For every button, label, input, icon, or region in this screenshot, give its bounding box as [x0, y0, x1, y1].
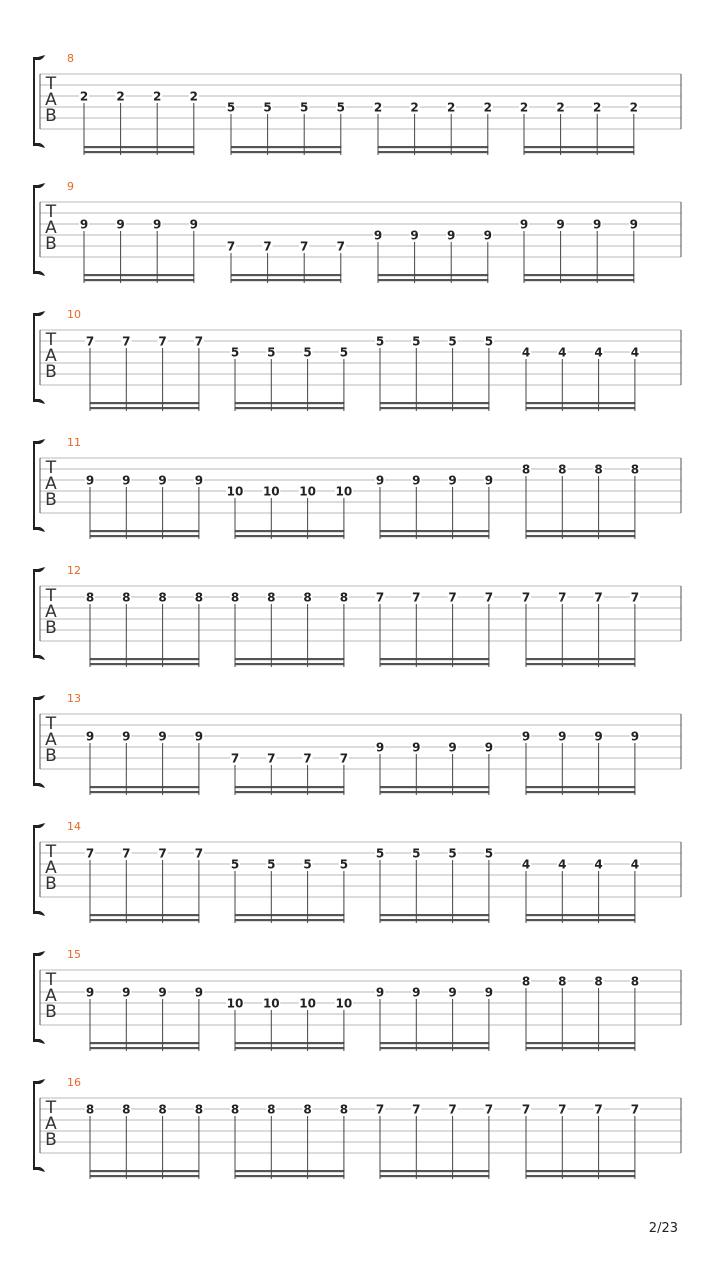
fret-number: 8 — [630, 462, 640, 477]
beam — [380, 1047, 490, 1049]
fret-number: 10 — [262, 996, 280, 1011]
measure-number: 8 — [67, 52, 74, 65]
beam — [235, 1170, 345, 1172]
beam — [380, 530, 490, 532]
beam — [380, 919, 490, 921]
fret-number: 5 — [412, 334, 421, 349]
fret-number: 7 — [158, 846, 167, 861]
beam — [90, 663, 200, 665]
fret-number: 5 — [339, 345, 349, 360]
tab-system — [33, 308, 681, 411]
fret-number: 2 — [79, 89, 89, 104]
fret-number: 8 — [303, 590, 312, 605]
beam — [524, 279, 635, 281]
fret-number: 2 — [410, 100, 419, 115]
beam — [526, 791, 636, 793]
beam — [84, 146, 195, 148]
measure-number: 12 — [67, 564, 81, 577]
beam — [526, 658, 636, 660]
fret-number: 9 — [484, 473, 494, 488]
fret-number: 9 — [521, 729, 531, 744]
fret-number: 7 — [412, 590, 421, 605]
beam — [235, 663, 345, 665]
fret-number: 9 — [629, 217, 638, 232]
fret-number: 9 — [194, 729, 204, 744]
beam — [526, 535, 636, 537]
beam — [84, 274, 195, 276]
beam — [231, 151, 342, 153]
fret-number: 5 — [375, 846, 385, 861]
fret-number: 8 — [558, 974, 567, 989]
beam — [526, 914, 636, 916]
fret-number: 9 — [122, 473, 131, 488]
fret-number: 9 — [593, 217, 602, 232]
fret-number: 10 — [262, 484, 280, 499]
beam — [84, 151, 195, 153]
fret-number: 9 — [375, 740, 385, 755]
beam — [378, 146, 489, 148]
fret-number: 5 — [303, 857, 312, 872]
fret-number: 9 — [484, 985, 494, 1000]
fret-number: 9 — [412, 740, 421, 755]
beam — [231, 274, 342, 276]
tab-system — [33, 1076, 681, 1179]
fret-number: 8 — [267, 590, 276, 605]
fret-number: 7 — [85, 334, 95, 349]
beam — [231, 279, 342, 281]
fret-number: 9 — [519, 217, 529, 232]
fret-number: 8 — [194, 590, 204, 605]
beam — [526, 1175, 636, 1177]
beam — [84, 279, 195, 281]
tab-clef-letter: B — [45, 234, 57, 254]
fret-number: 5 — [267, 857, 276, 872]
fret-number: 8 — [630, 974, 640, 989]
beam — [235, 914, 345, 916]
beam — [90, 786, 200, 788]
fret-number: 7 — [194, 846, 204, 861]
measure-number: 13 — [67, 692, 81, 705]
fret-number: 5 — [226, 100, 236, 115]
fret-number: 7 — [122, 846, 131, 861]
fret-number: 7 — [230, 751, 240, 766]
beam — [380, 1170, 490, 1172]
tab-clef-letter: T — [45, 202, 57, 222]
fret-number: 8 — [85, 590, 95, 605]
beam — [526, 407, 636, 409]
fret-number: 4 — [558, 857, 567, 872]
system-bracket — [33, 695, 45, 788]
fret-number: 9 — [447, 228, 456, 243]
tab-clef-letter: B — [45, 1130, 57, 1150]
beam — [380, 535, 490, 537]
beam — [90, 1047, 200, 1049]
fret-number: 7 — [558, 590, 567, 605]
tab-system — [33, 948, 681, 1051]
tab-clef-letter: T — [45, 586, 57, 606]
beam — [380, 407, 490, 409]
tab-clef-letter: T — [45, 330, 57, 350]
beam — [524, 151, 635, 153]
fret-number: 4 — [630, 345, 640, 360]
fret-number: 9 — [375, 473, 385, 488]
beam — [90, 919, 200, 921]
fret-number: 9 — [630, 729, 640, 744]
beam — [378, 151, 489, 153]
tab-clef-letter: A — [45, 602, 57, 622]
beam — [90, 1042, 200, 1044]
fret-number: 5 — [448, 334, 457, 349]
beam — [526, 1047, 636, 1049]
fret-number: 7 — [521, 1102, 531, 1117]
tab-clef-letter: A — [45, 1114, 57, 1134]
page-number: 2/23 — [648, 1221, 678, 1236]
beam — [526, 1170, 636, 1172]
fret-number: 9 — [158, 985, 167, 1000]
fret-number: 9 — [158, 729, 167, 744]
measure-number: 16 — [67, 1076, 81, 1089]
beam — [526, 663, 636, 665]
fret-number: 4 — [521, 857, 531, 872]
beam — [235, 1047, 345, 1049]
beam — [90, 407, 200, 409]
fret-number: 9 — [85, 473, 95, 488]
fret-number: 9 — [373, 228, 383, 243]
beam — [380, 1042, 490, 1044]
fret-number: 9 — [448, 473, 457, 488]
measure-number: 14 — [67, 820, 81, 833]
fret-number: 7 — [594, 590, 603, 605]
tab-clef-letter: T — [45, 458, 57, 478]
tab-clef-letter: B — [45, 874, 57, 894]
fret-number: 9 — [558, 729, 567, 744]
tab-system — [33, 820, 681, 923]
beam — [235, 535, 345, 537]
beam — [380, 1175, 490, 1177]
fret-number: 8 — [521, 462, 531, 477]
tab-system — [33, 52, 681, 155]
fret-number: 2 — [116, 89, 125, 104]
measure-number: 15 — [67, 948, 81, 961]
tab-clef-letter: B — [45, 106, 57, 126]
fret-number: 9 — [410, 228, 419, 243]
fret-number: 8 — [594, 462, 603, 477]
fret-number: 8 — [303, 1102, 312, 1117]
beam — [90, 530, 200, 532]
fret-number: 9 — [594, 729, 603, 744]
fret-number: 2 — [556, 100, 565, 115]
beam — [90, 402, 200, 404]
tab-clef-letter: A — [45, 346, 57, 366]
beam — [380, 791, 490, 793]
fret-number: 8 — [521, 974, 531, 989]
tab-clef-letter: T — [45, 970, 57, 990]
fret-number: 7 — [339, 751, 349, 766]
beam — [90, 914, 200, 916]
fret-number: 10 — [226, 996, 244, 1011]
fret-number: 7 — [375, 590, 385, 605]
beam — [524, 146, 635, 148]
system-bracket — [33, 951, 45, 1044]
fret-number: 4 — [594, 857, 603, 872]
fret-number: 7 — [594, 1102, 603, 1117]
fret-number: 8 — [230, 590, 240, 605]
fret-number: 9 — [158, 473, 167, 488]
fret-number: 7 — [558, 1102, 567, 1117]
beam — [235, 791, 345, 793]
fret-number: 9 — [122, 729, 131, 744]
system-bracket — [33, 567, 45, 660]
beam — [235, 407, 345, 409]
fret-number: 9 — [448, 740, 457, 755]
fret-number: 8 — [122, 590, 131, 605]
fret-number: 9 — [483, 228, 492, 243]
tab-clef-letter: A — [45, 218, 57, 238]
fret-number: 8 — [339, 1102, 349, 1117]
tab-clef-letter: B — [45, 746, 57, 766]
tab-clef-letter: B — [45, 362, 57, 382]
fret-number: 5 — [412, 846, 421, 861]
fret-number: 5 — [230, 345, 240, 360]
tab-clef-letter: B — [45, 1002, 57, 1022]
beam — [526, 1042, 636, 1044]
beam — [378, 279, 489, 281]
beam — [380, 402, 490, 404]
fret-number: 8 — [85, 1102, 95, 1117]
tab-clef-letter: T — [45, 74, 57, 94]
system-bracket — [33, 183, 45, 276]
fret-number: 9 — [194, 985, 204, 1000]
fret-number: 9 — [85, 985, 95, 1000]
fret-number: 9 — [412, 473, 421, 488]
fret-number: 7 — [226, 239, 236, 254]
fret-number: 7 — [412, 1102, 421, 1117]
system-bracket — [33, 439, 45, 532]
fret-number: 8 — [594, 974, 603, 989]
fret-number: 7 — [630, 1102, 640, 1117]
beam — [235, 1042, 345, 1044]
fret-number: 5 — [230, 857, 240, 872]
fret-number: 7 — [194, 334, 204, 349]
measure-number: 11 — [67, 436, 81, 449]
beam — [378, 274, 489, 276]
fret-number: 7 — [122, 334, 131, 349]
fret-number: 2 — [629, 100, 638, 115]
fret-number: 9 — [194, 473, 204, 488]
fret-number: 2 — [447, 100, 456, 115]
fret-number: 7 — [85, 846, 95, 861]
beam — [524, 274, 635, 276]
fret-number: 10 — [299, 996, 316, 1011]
fret-number: 10 — [335, 996, 353, 1011]
fret-number: 10 — [335, 484, 353, 499]
fret-number: 8 — [558, 462, 567, 477]
fret-number: 9 — [484, 740, 494, 755]
fret-number: 9 — [153, 217, 162, 232]
beam — [526, 786, 636, 788]
tab-clef-letter: A — [45, 474, 57, 494]
fret-number: 7 — [303, 751, 312, 766]
fret-number: 7 — [158, 334, 167, 349]
fret-number: 9 — [412, 985, 421, 1000]
fret-number: 10 — [299, 484, 316, 499]
fret-number: 8 — [194, 1102, 204, 1117]
beam — [90, 535, 200, 537]
tab-clef-letter: B — [45, 490, 57, 510]
tab-system — [33, 180, 681, 283]
tab-clef-letter: B — [45, 618, 57, 638]
fret-number: 5 — [339, 857, 349, 872]
fret-number: 4 — [630, 857, 640, 872]
fret-number: 7 — [300, 239, 309, 254]
beam — [235, 530, 345, 532]
fret-number: 2 — [593, 100, 602, 115]
beam — [526, 530, 636, 532]
fret-number: 5 — [303, 345, 312, 360]
beam — [380, 786, 490, 788]
beam — [90, 1175, 200, 1177]
tab-system — [33, 692, 681, 795]
tab-clef-letter: A — [45, 730, 57, 750]
fret-number: 7 — [375, 1102, 385, 1117]
fret-number: 4 — [558, 345, 567, 360]
fret-number: 7 — [336, 239, 345, 254]
fret-number: 10 — [226, 484, 244, 499]
fret-number: 5 — [336, 100, 345, 115]
fret-number: 9 — [122, 985, 131, 1000]
fret-number: 8 — [339, 590, 349, 605]
beam — [90, 1170, 200, 1172]
fret-number: 8 — [230, 1102, 240, 1117]
beam — [380, 658, 490, 660]
beam — [235, 402, 345, 404]
fret-number: 5 — [484, 334, 494, 349]
tab-clef-letter: T — [45, 714, 57, 734]
fret-number: 9 — [448, 985, 457, 1000]
tab-clef-letter: A — [45, 986, 57, 1006]
beam — [235, 786, 345, 788]
beam — [231, 146, 342, 148]
tab-system — [33, 436, 681, 539]
fret-number: 7 — [448, 590, 457, 605]
beam — [380, 663, 490, 665]
fret-number: 2 — [483, 100, 492, 115]
fret-number: 9 — [375, 985, 385, 1000]
fret-number: 2 — [519, 100, 529, 115]
fret-number: 7 — [521, 590, 531, 605]
fret-number: 8 — [158, 1102, 167, 1117]
system-bracket — [33, 823, 45, 916]
fret-number: 5 — [484, 846, 494, 861]
beam — [235, 919, 345, 921]
beam — [526, 402, 636, 404]
tab-clef-letter: T — [45, 1098, 57, 1118]
fret-number: 5 — [375, 334, 385, 349]
fret-number: 5 — [263, 100, 272, 115]
fret-number: 4 — [521, 345, 531, 360]
system-bracket — [33, 55, 45, 148]
beam — [235, 658, 345, 660]
beam — [90, 791, 200, 793]
measure-number: 9 — [67, 180, 74, 193]
tab-clef-letter: A — [45, 858, 57, 878]
fret-number: 8 — [122, 1102, 131, 1117]
fret-number: 8 — [158, 590, 167, 605]
fret-number: 8 — [267, 1102, 276, 1117]
tab-system — [33, 564, 681, 667]
fret-number: 9 — [79, 217, 89, 232]
measure-number: 10 — [67, 308, 81, 321]
tab-clef-letter: A — [45, 90, 57, 110]
tab-clef-letter: T — [45, 842, 57, 862]
fret-number: 4 — [594, 345, 603, 360]
fret-number: 5 — [300, 100, 309, 115]
fret-number: 7 — [484, 1102, 494, 1117]
fret-number: 5 — [448, 846, 457, 861]
fret-number: 2 — [373, 100, 383, 115]
fret-number: 7 — [267, 751, 276, 766]
system-bracket — [33, 1079, 45, 1172]
beam — [380, 914, 490, 916]
fret-number: 7 — [448, 1102, 457, 1117]
fret-number: 5 — [267, 345, 276, 360]
beam — [235, 1175, 345, 1177]
fret-number: 7 — [263, 239, 272, 254]
fret-number: 7 — [484, 590, 494, 605]
fret-number: 7 — [630, 590, 640, 605]
fret-number: 2 — [189, 89, 198, 104]
fret-number: 9 — [556, 217, 565, 232]
fret-number: 9 — [189, 217, 198, 232]
system-bracket — [33, 311, 45, 404]
fret-number: 9 — [116, 217, 125, 232]
fret-number: 2 — [153, 89, 162, 104]
fret-number: 9 — [85, 729, 95, 744]
beam — [526, 919, 636, 921]
beam — [90, 658, 200, 660]
